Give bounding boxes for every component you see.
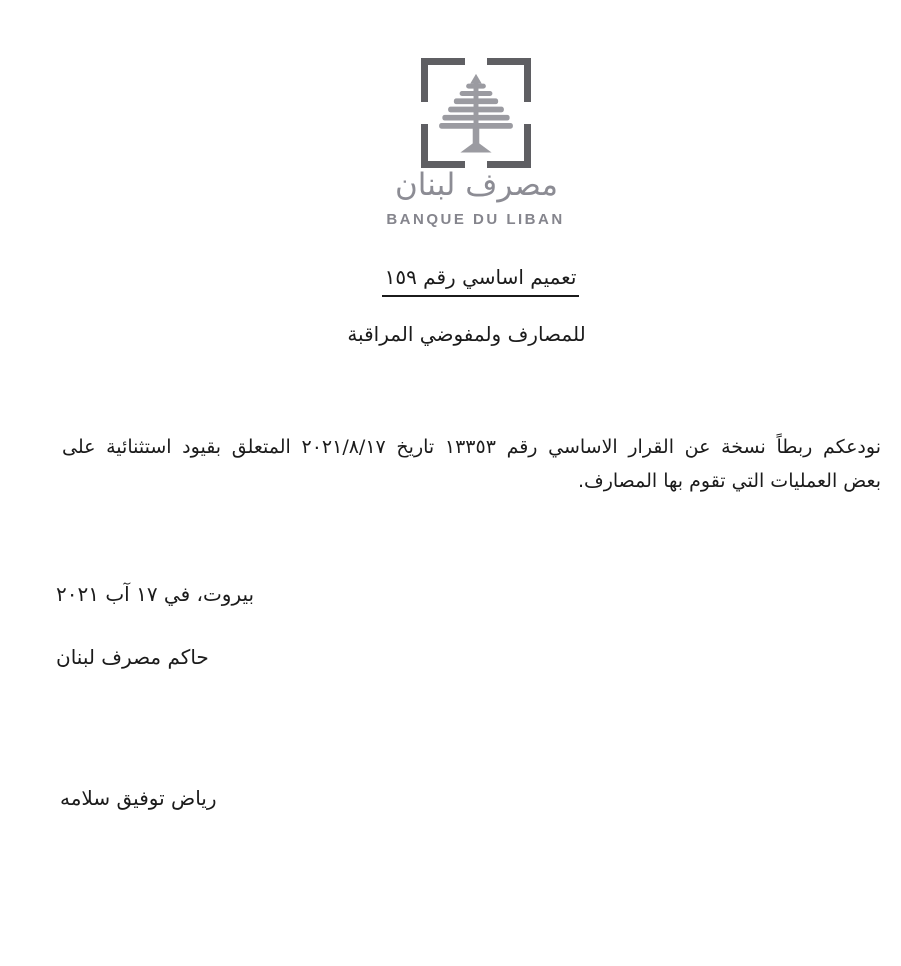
signatory-name-line: رياض توفيق سلامه: [60, 786, 217, 810]
logo-arabic-name-text: مصرف لبنان: [395, 167, 558, 203]
logo-latin-name: [0, 211, 901, 228]
body-line-2: بعض العمليات التي تقوم بها المصارف.: [577, 470, 881, 492]
logo-arabic-name: [0, 167, 901, 204]
frame-gap-right: [524, 102, 531, 124]
circular-audience: [0, 322, 901, 346]
frame-gap-left: [421, 102, 428, 124]
place-date-line: بيروت، في ١٧ آب ٢٠٢١: [56, 582, 255, 606]
frame-gap-top: [465, 58, 487, 65]
circular-title: [0, 265, 901, 297]
cedar-tree-icon: [435, 72, 517, 156]
bdl-logo-frame: [421, 58, 531, 168]
logo-latin-name-text: BANQUE DU LIBAN: [386, 211, 565, 228]
body-paragraph: [62, 430, 881, 498]
body-line-1: نودعكم ربطاً نسخة عن القرار الاساسي رقم ١٣٣٥٣ تاريخ ٢٠٢١/٨/١٧ المتعلق بقيود استثنائية على: [62, 436, 881, 458]
circular-audience-text: للمصارف ولمفوضي المراقبة: [347, 322, 586, 346]
signatory-title-line: حاكم مصرف لبنان: [56, 645, 209, 669]
circular-title-text: تعميم اساسي رقم ١٥٩: [382, 265, 580, 297]
